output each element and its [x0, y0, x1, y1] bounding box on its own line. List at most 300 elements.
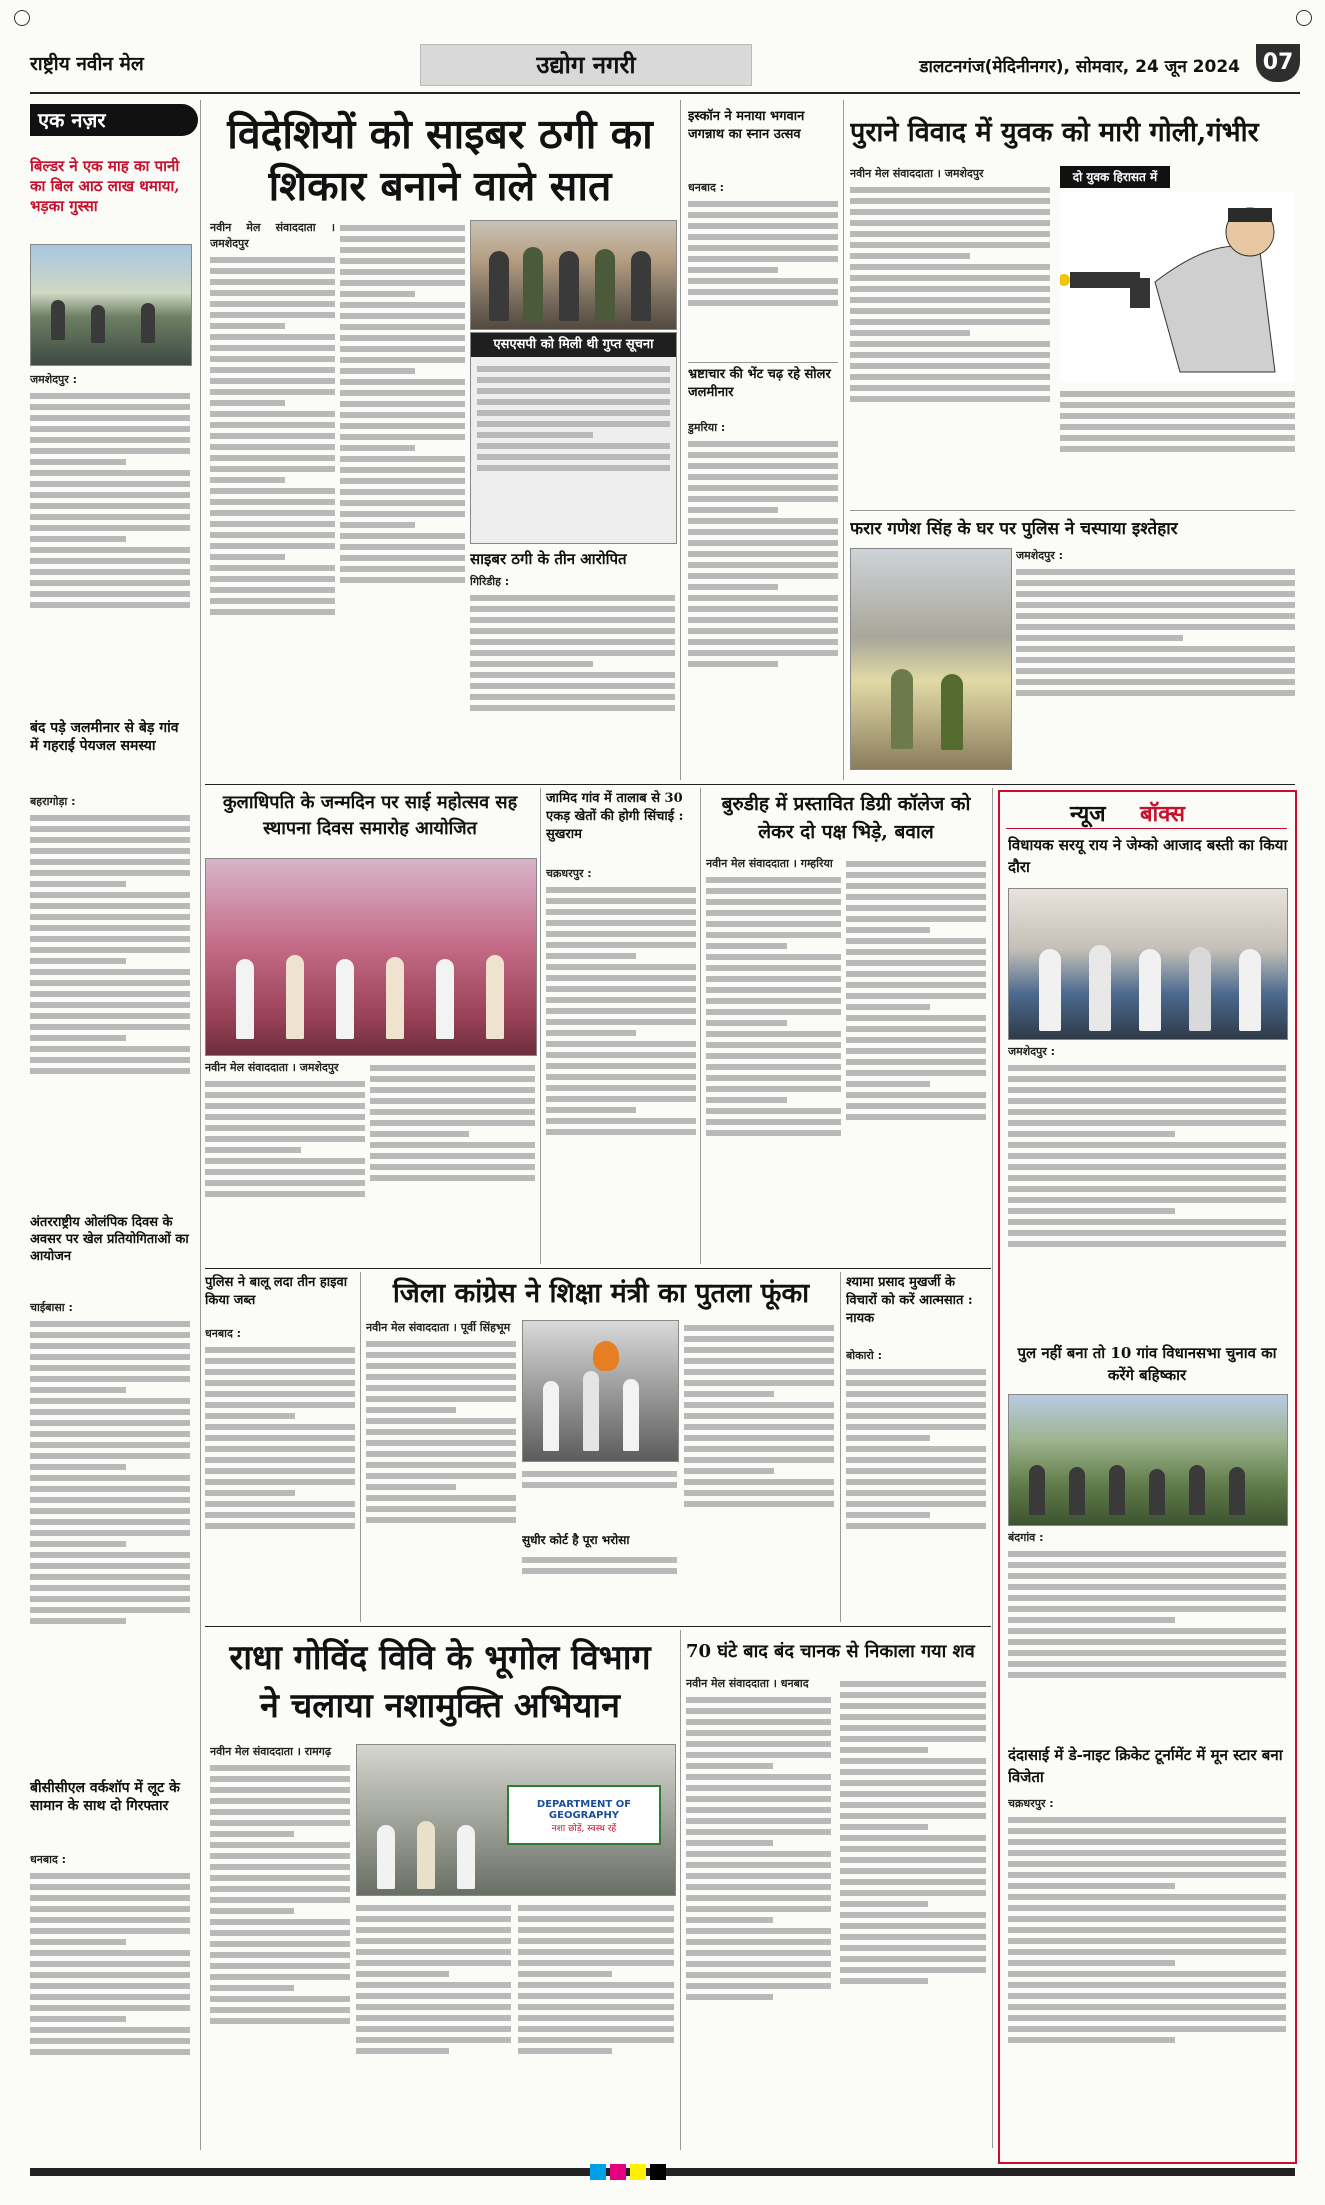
body-text-line	[340, 555, 465, 561]
body-text-line	[688, 628, 838, 634]
body-text-line	[546, 909, 696, 915]
body-text-line	[850, 308, 1050, 314]
body-text-line	[686, 1785, 831, 1791]
body-text-line	[688, 617, 838, 623]
body-text-line	[210, 1853, 350, 1859]
body-text-line	[686, 1983, 831, 1989]
body-text-line	[210, 1974, 350, 1980]
body-text-line	[210, 587, 335, 593]
body-text-line	[30, 1387, 126, 1393]
body-text-line	[1060, 424, 1295, 430]
body-text-line	[706, 1097, 787, 1103]
body-text-line	[688, 289, 838, 295]
body-text-line	[706, 1086, 841, 1092]
body-text-line	[686, 1895, 831, 1901]
body-text-line	[1008, 2037, 1175, 2043]
body-text-line	[477, 410, 670, 416]
body-text-line	[846, 938, 986, 944]
body-text-line	[30, 1453, 190, 1459]
ek-nazar-body-1	[30, 372, 190, 712]
body-text-line	[546, 898, 696, 904]
body-text-line	[30, 1873, 190, 1879]
body-text-line	[30, 903, 190, 909]
body-text-line	[688, 496, 838, 502]
body-text-line	[840, 1802, 986, 1808]
body-text-line	[366, 1352, 516, 1358]
body-text-line	[686, 1741, 831, 1747]
main-headline-line-2: शिकार बनाने वाले सात	[268, 162, 612, 210]
news-box-headline-2: पुल नहीं बना तो 10 गांव विधानसभा चुनाव का करेंगे बहिष्कार	[1017, 1344, 1277, 1384]
body-text-line	[840, 1846, 986, 1852]
body-text-line	[840, 1824, 928, 1830]
body-text-line	[706, 932, 841, 938]
body-text-line	[706, 1020, 787, 1026]
body-text-line	[688, 441, 838, 447]
body-text-line	[210, 1897, 350, 1903]
ek-nazar-dateline-3: चाईबासा :	[30, 1301, 73, 1314]
body-text-line	[30, 1994, 190, 2000]
body-text-line	[30, 2038, 190, 2044]
body-text-line	[210, 1941, 350, 1947]
body-text-line	[340, 500, 465, 506]
news-box-body-2	[1008, 1530, 1286, 1740]
body-text-line	[686, 1796, 831, 1802]
detention-badge: दो युवक हिरासत में	[1060, 166, 1170, 188]
burudih-dateline: नवीन मेल संवाददाता । गम्हरिया	[706, 857, 833, 870]
body-text-line	[210, 1787, 350, 1793]
body-text-line	[684, 1347, 834, 1353]
body-text-line	[546, 1085, 696, 1091]
body-text-line	[840, 1956, 986, 1962]
body-text-line	[356, 1916, 511, 1922]
body-text-line	[1060, 413, 1295, 419]
news-box-body-1	[1008, 1044, 1286, 1334]
congress-body-4	[684, 1320, 834, 1616]
body-text-line	[370, 1175, 535, 1181]
body-text-line	[688, 267, 778, 273]
body-text-line	[688, 650, 838, 656]
body-text-line	[370, 1076, 535, 1082]
body-text-line	[356, 1960, 511, 1966]
body-text-line	[340, 544, 465, 550]
body-text-line	[210, 609, 335, 615]
body-text-line	[1016, 580, 1295, 586]
body-text-line	[846, 883, 986, 889]
body-text-line	[686, 1906, 831, 1912]
body-text-line	[205, 1380, 355, 1386]
congress-dateline: नवीन मेल संवाददाता । पूर्वी सिंहभूम	[366, 1321, 511, 1334]
body-text-line	[688, 474, 838, 480]
body-text-line	[686, 1818, 831, 1824]
body-text-line	[340, 434, 465, 440]
body-text-line	[340, 390, 465, 396]
body-text-line	[1008, 1153, 1286, 1159]
body-text-line	[470, 595, 675, 601]
body-text-line	[340, 489, 465, 495]
body-text-line	[470, 705, 675, 711]
kulpati-body-1	[205, 1060, 365, 1260]
body-text-line	[30, 1398, 190, 1404]
body-text-line	[1016, 591, 1295, 597]
body-text-line	[356, 1938, 511, 1944]
cyber-three-body	[470, 574, 675, 780]
sand-body	[205, 1326, 355, 1616]
body-text-line	[1008, 1661, 1286, 1667]
body-text-line	[205, 1103, 365, 1109]
body-text-line	[477, 432, 593, 438]
body-text-line	[1008, 1672, 1286, 1678]
shyama-headline: श्यामा प्रसाद मुखर्जी के विचारों को करें आत्मसात : नायक	[846, 1275, 973, 1326]
ek-nazar-dateline-1: जमशेदपुर :	[30, 373, 78, 386]
banner-text: DEPARTMENT OF GEOGRAPHY	[536, 1799, 632, 1821]
body-text-line	[205, 1424, 355, 1430]
body-text-line	[30, 1552, 190, 1558]
body-text-line	[205, 1114, 365, 1120]
body-text-line	[340, 302, 465, 308]
body-text-line	[1008, 2004, 1286, 2010]
body-text-line	[846, 872, 986, 878]
body-text-line	[850, 396, 1050, 402]
page-header	[30, 44, 1300, 88]
body-text-line	[846, 894, 986, 900]
body-text-line	[686, 1807, 831, 1813]
body-text-line	[840, 1692, 986, 1698]
body-text-line	[850, 231, 1050, 237]
radha-body-2	[356, 1900, 511, 2148]
body-text-line	[688, 551, 838, 557]
body-text-line	[477, 443, 670, 449]
jamid-dateline: चक्रधरपुर :	[546, 867, 592, 880]
body-text-line	[210, 400, 285, 406]
body-text-line	[522, 1471, 677, 1477]
body-text-line	[30, 1420, 190, 1426]
body-text-line	[30, 969, 190, 975]
body-text-line	[518, 2026, 674, 2032]
ek-nazar-headline-2: बंद पड़े जलमीनार से बेड़ गांव में गहराई पेयजल समस्या	[30, 720, 179, 754]
body-text-line	[340, 280, 465, 286]
body-text-line	[210, 521, 335, 527]
ek-nazar-body-2	[30, 794, 190, 1204]
body-text-line	[546, 1008, 696, 1014]
body-text-line	[30, 536, 126, 542]
body-text-line	[366, 1451, 516, 1457]
body-text-line	[30, 1354, 190, 1360]
body-text-line	[470, 694, 675, 700]
body-text-line	[846, 1413, 986, 1419]
body-text-line	[477, 377, 670, 383]
body-text-line	[340, 401, 465, 407]
body-text-line	[370, 1142, 535, 1148]
burudih-headline: बुरुडीह में प्रस्तावित डिग्री कॉलेज को लेकर दो पक्ष भिड़े, बवाल	[721, 793, 971, 843]
body-text-line	[366, 1363, 516, 1369]
saryu-roy-visit-photo	[1008, 888, 1288, 1040]
body-text-line	[1008, 1861, 1286, 1867]
body-text-line	[30, 2016, 126, 2022]
body-text-line	[356, 2037, 511, 2043]
body-text-line	[210, 268, 335, 274]
ganesh-headline: फरार गणेश सिंह के घर पर पुलिस ने चस्पाया इश्तेहार	[850, 519, 1178, 539]
body-text-line	[840, 1681, 986, 1687]
body-text-line	[470, 617, 675, 623]
ek-nazar-body-3	[30, 1300, 190, 1770]
body-text-line	[366, 1385, 516, 1391]
radha-body-1	[210, 1744, 350, 2148]
shyama-body	[846, 1348, 986, 1616]
body-text-line	[210, 433, 335, 439]
body-text-line	[686, 1961, 831, 1967]
section-title: उद्योग नगरी	[420, 44, 752, 86]
body-text-line	[846, 993, 986, 999]
congress-subhead: सुधीर कोर्ट है पूरा भरोसा	[522, 1533, 630, 1547]
body-text-line	[846, 1490, 986, 1496]
main-headline-line-1: विदेशियों को साइबर ठगी का	[227, 110, 653, 158]
body-text-line	[30, 1475, 190, 1481]
congress-body-1	[366, 1320, 516, 1616]
body-text-line	[1008, 1828, 1286, 1834]
body-text-line	[30, 815, 190, 821]
cyber-three-dateline: गिरिडीह :	[470, 575, 510, 588]
body-text-line	[840, 1714, 986, 1720]
body-text-line	[1008, 1993, 1286, 1999]
body-text-line	[686, 1884, 831, 1890]
body-text-line	[210, 2007, 350, 2013]
body-text-line	[210, 1996, 350, 2002]
body-text-line	[30, 2027, 190, 2033]
body-text-line	[846, 1004, 930, 1010]
burudih-body-1	[706, 856, 841, 1260]
body-text-line	[370, 1109, 535, 1115]
body-text-line	[706, 1042, 841, 1048]
body-text-line	[210, 356, 335, 362]
body-text-line	[30, 1983, 190, 1989]
body-text-line	[684, 1380, 834, 1386]
body-text-line	[1060, 391, 1295, 397]
gun-illustration	[1060, 192, 1295, 382]
body-text-line	[1008, 1065, 1286, 1071]
ganesh-dateline: जमशेदपुर :	[1016, 549, 1064, 562]
body-text-line	[210, 378, 335, 384]
body-text-line	[840, 1901, 928, 1907]
body-text-line	[1008, 1971, 1286, 1977]
body-text-line	[356, 2048, 449, 2054]
body-text-line	[688, 485, 838, 491]
rally-photo	[356, 1744, 676, 1896]
body-text-line	[340, 511, 465, 517]
body-text-line	[210, 1831, 294, 1837]
body-text-line	[370, 1098, 535, 1104]
body-text-line	[546, 953, 636, 959]
body-text-line	[366, 1418, 516, 1424]
body-text-line	[1008, 1905, 1286, 1911]
body-text-line	[686, 1950, 831, 1956]
body-text-line	[688, 584, 778, 590]
body-text-line	[546, 964, 696, 970]
body-text-line	[30, 1046, 190, 1052]
body-text-line	[356, 2015, 511, 2021]
body-text-line	[688, 562, 838, 568]
body-text-line	[1008, 1573, 1286, 1579]
body-text-line	[1060, 402, 1295, 408]
body-text-line	[846, 1081, 930, 1087]
body-text-line	[1016, 602, 1295, 608]
body-text-line	[205, 1457, 355, 1463]
body-text-line	[686, 1774, 831, 1780]
body-text-line	[210, 389, 335, 395]
radha-body-3	[518, 1900, 674, 2148]
body-text-line	[688, 245, 838, 251]
body-text-line	[706, 1031, 841, 1037]
body-text-line	[1008, 1872, 1286, 1878]
body-text-line	[686, 1862, 831, 1868]
body-text-line	[846, 1092, 986, 1098]
body-text-line	[366, 1396, 516, 1402]
body-text-line	[477, 366, 670, 372]
body-text-line	[366, 1517, 516, 1523]
body-text-line	[356, 1949, 511, 1955]
hours70-body-2	[840, 1676, 986, 2148]
hours70-headline: 70 घंटे बाद बंद चानक से निकाला गया शव	[686, 1641, 975, 1662]
body-text-line	[706, 943, 787, 949]
body-text-line	[706, 1108, 841, 1114]
body-text-line	[688, 201, 838, 207]
body-text-line	[30, 947, 190, 953]
body-text-line	[30, 958, 126, 964]
body-text-line	[210, 488, 335, 494]
body-text-line	[366, 1407, 456, 1413]
body-text-line	[684, 1435, 834, 1441]
body-text-line	[30, 1618, 126, 1624]
body-text-line	[370, 1120, 535, 1126]
body-text-line	[706, 987, 841, 993]
body-text-line	[205, 1523, 355, 1529]
body-text-line	[1008, 1617, 1175, 1623]
body-text-line	[210, 334, 335, 340]
body-text-line	[210, 455, 335, 461]
body-text-line	[30, 870, 190, 876]
body-text-line	[840, 1890, 986, 1896]
main-story-body-2	[340, 220, 465, 780]
body-text-line	[546, 887, 696, 893]
body-text-line	[686, 1851, 831, 1857]
body-text-line	[846, 861, 986, 867]
body-text-line	[30, 1431, 190, 1437]
body-text-line	[205, 1369, 355, 1375]
body-text-line	[30, 1068, 190, 1074]
body-text-line	[684, 1391, 774, 1397]
body-text-line	[30, 1013, 190, 1019]
iskcon-dateline: धनबाद :	[688, 181, 725, 194]
body-text-line	[210, 411, 335, 417]
body-text-line	[706, 888, 841, 894]
body-text-line	[706, 976, 841, 982]
body-text-line	[850, 385, 1050, 391]
ek-nazar-headline-1: बिल्डर ने एक माह का पानी का बिल आठ लाख थमाया, भड़का गुस्सा	[30, 157, 180, 215]
body-text-line	[340, 423, 465, 429]
body-text-line	[477, 465, 670, 471]
body-text-line	[340, 445, 415, 451]
body-text-line	[366, 1462, 516, 1468]
ganesh-body	[1016, 548, 1295, 772]
body-text-line	[546, 997, 696, 1003]
body-text-line	[846, 1026, 986, 1032]
body-text-line	[30, 569, 190, 575]
body-text-line	[846, 1402, 986, 1408]
body-text-line	[546, 942, 696, 948]
body-text-line	[1008, 1982, 1286, 1988]
body-text-line	[470, 650, 675, 656]
body-text-line	[340, 291, 415, 297]
body-text-line	[1008, 1186, 1286, 1192]
body-text-line	[546, 975, 696, 981]
body-text-line	[205, 1347, 355, 1353]
body-text-line	[1008, 1927, 1286, 1933]
body-text-line	[850, 187, 1050, 193]
ek-nazar-dateline-4: धनबाद :	[30, 1853, 67, 1866]
body-text-line	[30, 1961, 190, 1967]
body-text-line	[850, 319, 1050, 325]
body-text-line	[846, 960, 986, 966]
body-text-line	[846, 1468, 986, 1474]
body-text-line	[210, 598, 335, 604]
body-text-line	[688, 518, 838, 524]
body-text-line	[846, 1391, 986, 1397]
body-text-line	[340, 269, 465, 275]
congress-headline: जिला कांग्रेस ने शिक्षा मंत्री का पुतला फूंका	[392, 1278, 810, 1309]
body-text-line	[688, 212, 838, 218]
body-text-line	[846, 1037, 986, 1043]
body-text-line	[706, 1119, 841, 1125]
body-text-line	[30, 1917, 190, 1923]
body-text-line	[340, 577, 465, 583]
body-text-line	[518, 2015, 674, 2021]
body-text-line	[356, 2004, 511, 2010]
news-box-dateline-1: जमशेदपुर :	[1008, 1045, 1056, 1058]
geography-banner	[507, 1785, 661, 1845]
body-text-line	[684, 1468, 774, 1474]
body-text-line	[1008, 1109, 1286, 1115]
mahotsav-photo	[205, 858, 537, 1056]
body-text-line	[30, 1442, 190, 1448]
body-text-line	[30, 1024, 190, 1030]
body-text-line	[340, 313, 465, 319]
ek-nazar-label: एक नज़र	[30, 104, 198, 136]
body-text-line	[688, 595, 838, 601]
body-text-line	[205, 1479, 355, 1485]
body-text-line	[1008, 1850, 1286, 1856]
body-text-line	[477, 388, 670, 394]
body-text-line	[30, 1906, 190, 1912]
body-text-line	[840, 1967, 986, 1973]
ek-nazar-headline-3: अंतरराष्ट्रीय ओलंपिक दिवस के अवसर पर खेल प्रतियोगिताओं का आयोजन	[30, 1215, 189, 1264]
body-text-line	[30, 936, 190, 942]
body-text-line	[30, 925, 190, 931]
body-text-line	[30, 1596, 190, 1602]
body-text-line	[684, 1501, 834, 1507]
body-text-line	[210, 2018, 350, 2024]
body-text-line	[546, 1052, 696, 1058]
body-text-line	[30, 558, 190, 564]
body-text-line	[686, 1972, 831, 1978]
body-text-line	[1008, 1087, 1286, 1093]
body-text-line	[210, 1776, 350, 1782]
body-text-line	[30, 525, 190, 531]
body-text-line	[30, 1321, 190, 1327]
body-text-line	[210, 1875, 350, 1881]
footer-color-bar	[30, 2168, 1295, 2176]
body-text-line	[205, 1125, 365, 1131]
body-text-line	[846, 1369, 986, 1375]
body-text-line	[30, 914, 190, 920]
